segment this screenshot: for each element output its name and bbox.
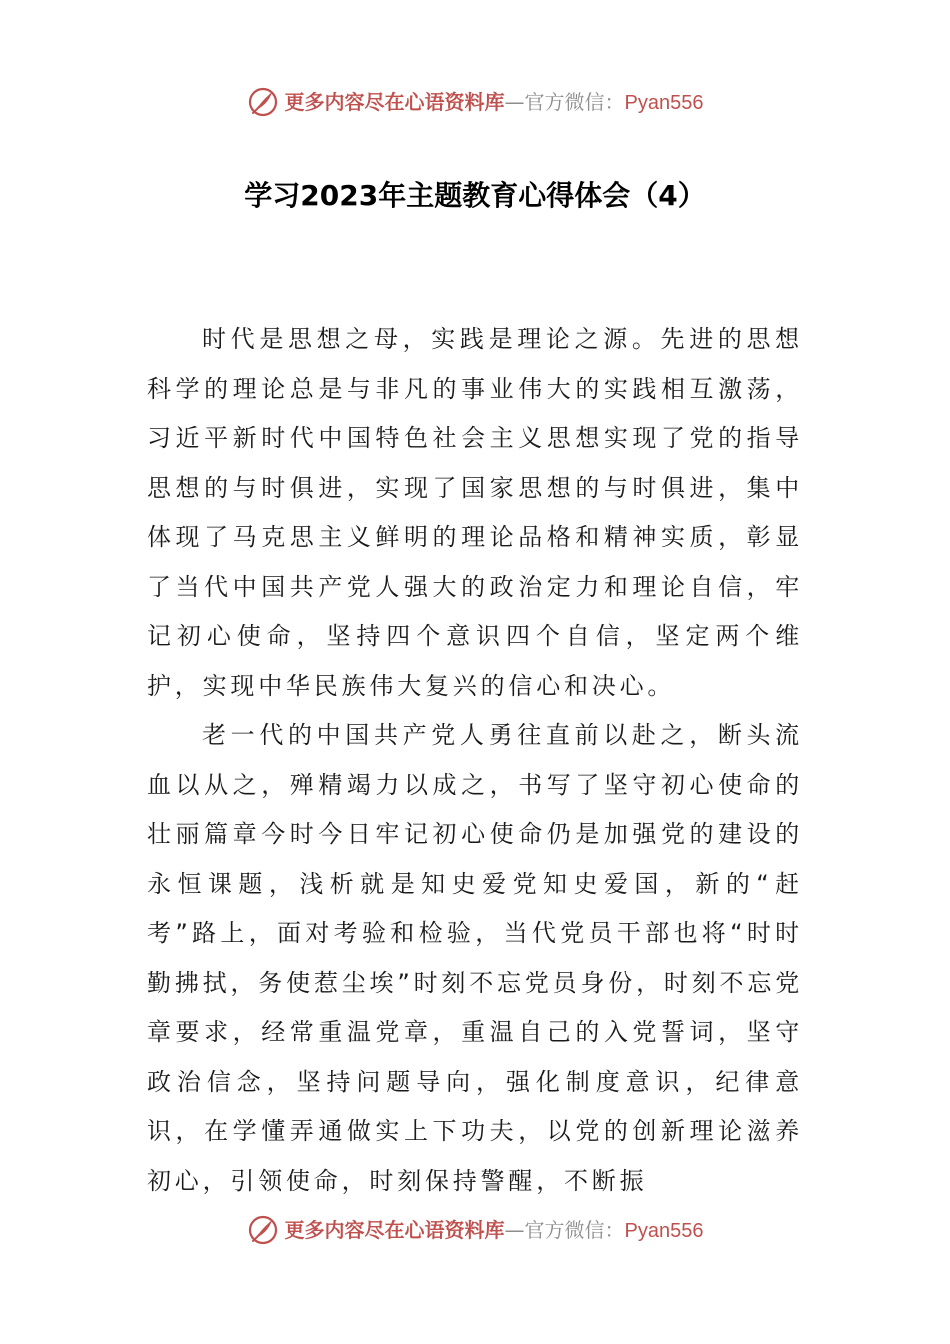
banner-wechat-label: 官方微信： [524, 1217, 625, 1242]
footer-watermark-banner [0, 1210, 950, 1250]
banner-main-text: 更多内容尽在心语资料库 [284, 1217, 505, 1242]
document-title: 学习2023年主题教育心得体会（4） [244, 179, 706, 212]
paragraph: 老一代的中国共产党人勇往直前以赴之，断头流血以从之，殚精竭力以成之，书写了坚守初心使命的壮丽篇章今时今日牢记初心使命仍是加强党的建设的永恒课题，浅析就是知史爱党知史爱国，新的“赶考”路上，面对考验和检验，当代党员干部也将“时时勤拂拭，务使惹尘埃”时刻不忘党员身份，时刻不忘党章要求，经常重温党章，重温自己的入党誓词，坚守政治信念，坚持问题导向，强化制度意识，纪律意识，在学懂弄通做实上下功夫，以党的创新理论滋养初心，引领使命，时刻保持警醒，不断振 [147, 721, 803, 1195]
banner-separator: — [504, 1217, 525, 1242]
quill-pen-icon [247, 86, 279, 118]
banner-wechat-label: 官方微信： [524, 89, 625, 114]
paragraph: 时代是思想之母，实践是理论之源。先进的思想科学的理论总是与非凡的事业伟大的实践相互激荡，习近平新时代中国特色社会主义思想实现了党的指导思想的与时俱进，实现了国家思想的与时俱进，集中体现了马克思主义鲜明的理论品格和精神实质，彰显了当代中国共产党人强大的政治定力和理论自信，牢记初心使命，坚持四个意识四个自信，坚定两个维护，实现中华民族伟大复兴的信心和决心。 [147, 325, 803, 700]
banner-separator: — [504, 89, 525, 114]
banner-wechat-id: Pyan556 [624, 91, 704, 114]
header-watermark-banner [0, 82, 950, 122]
quill-pen-icon [247, 1214, 279, 1246]
document-body [147, 315, 803, 1195]
banner-wechat-id: Pyan556 [624, 1219, 704, 1242]
banner-main-text: 更多内容尽在心语资料库 [284, 89, 505, 114]
